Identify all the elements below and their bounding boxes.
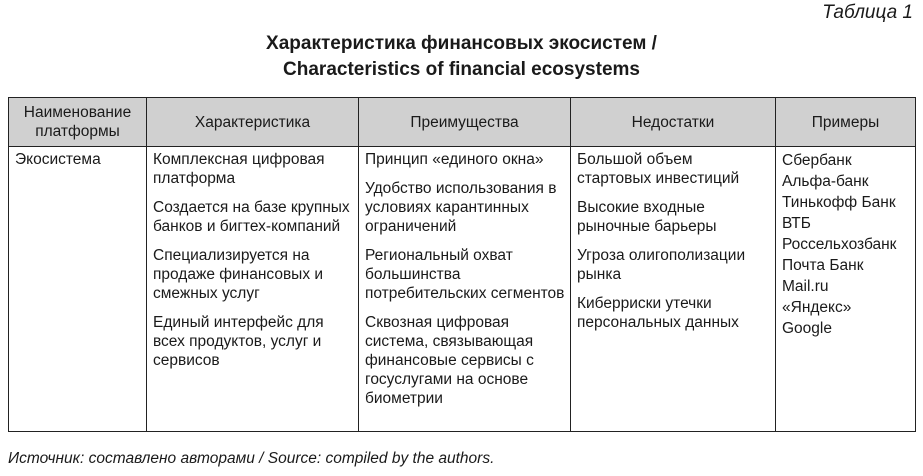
header-platform: Наименование платформы <box>9 98 147 147</box>
table-title-ru: Характеристика финансовых экосистем / <box>266 33 657 54</box>
cell-examples <box>776 147 916 432</box>
characteristic-item: Комплексная цифровая платформа <box>153 151 325 187</box>
source-note: Источник: составлено авторами / Source: compiled by the authors. <box>8 450 495 467</box>
header-advantages: Преимущества <box>359 98 571 147</box>
platform-name: Экосистема <box>15 151 101 168</box>
disadvantage-item: Большой объем стартовых инвестиций <box>577 151 740 187</box>
cell-platform <box>9 147 147 432</box>
example-item: Сбербанк <box>782 152 852 169</box>
example-item: Россельхозбанк <box>782 236 897 253</box>
characteristic-item: Специализируется на продаже финансовых и смежных услуг <box>153 247 324 302</box>
example-item: Google <box>782 320 832 337</box>
characteristic-item: Создается на базе крупных банков и бигтех-компаний <box>153 199 350 235</box>
example-item: Альфа-банк <box>782 173 869 190</box>
cell-characteristics <box>147 147 359 432</box>
header-examples: Примеры <box>776 98 916 147</box>
characteristic-item: Единый интерфейс для всех продуктов, услуг и сервисов <box>153 314 324 369</box>
example-item: Тинькофф Банк <box>782 194 896 211</box>
advantage-item: Региональный охват большинства потребительских сегментов <box>365 247 565 302</box>
example-item: ВТБ <box>782 215 811 232</box>
advantage-item: Сквозная цифровая система, связывающая финансовые сервисы с госуслугами на основе биометрии <box>365 314 534 407</box>
cell-advantages <box>359 147 571 432</box>
advantage-item: Принцип «единого окна» <box>365 151 544 168</box>
table-title-en: Characteristics of financial ecosystems <box>283 59 640 80</box>
header-row <box>9 98 916 147</box>
header-disadvantages: Недостатки <box>571 98 776 147</box>
disadvantage-item: Угроза олигополизации рынка <box>577 247 746 283</box>
disadvantage-item: Высокие входные рыночные барьеры <box>577 199 717 235</box>
example-item: «Яндекс» <box>782 299 852 316</box>
example-item: Почта Банк <box>782 257 864 274</box>
example-item: Mail.ru <box>782 278 829 295</box>
advantage-item: Удобство использования в условиях карантинных ограничений <box>365 180 557 235</box>
disadvantage-item: Киберриски утечки персональных данных <box>577 295 739 331</box>
header-characteristic: Характеристика <box>147 98 359 147</box>
ecosystems-table <box>8 97 916 432</box>
table-row <box>9 147 916 432</box>
cell-disadvantages <box>571 147 776 432</box>
table-number: Таблица 1 <box>822 2 913 23</box>
